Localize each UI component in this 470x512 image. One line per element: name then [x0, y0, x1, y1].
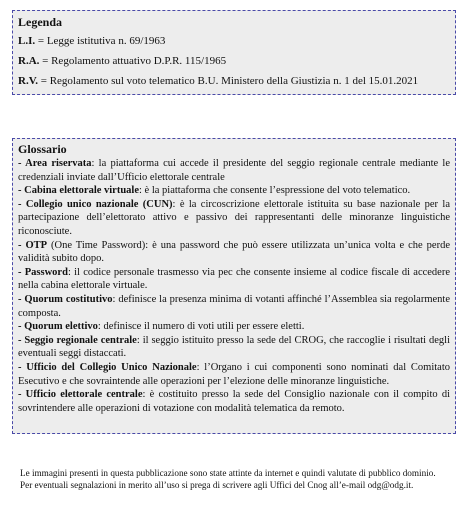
glossary-definition: : l’Organo i cui componenti sono nominati dal Comitato Esecutivo e che sovraintende alle operazioni per l’elezione delle minoranze linguistiche.	[18, 361, 450, 387]
legend-abbr: L.I.	[18, 35, 36, 47]
glossary-item-password	[18, 266, 450, 293]
glossary-item-quorum-elettivo	[18, 320, 450, 334]
glossary-item-seggio-regionale	[18, 334, 450, 361]
glossary-item-otp	[18, 239, 450, 266]
glossary-term: - Ufficio del Collegio Unico Nazionale	[18, 361, 197, 373]
glossary-term: - Ufficio elettorale centrale	[18, 389, 143, 401]
glossary-term: - Seggio regionale centrale	[18, 334, 137, 346]
glossary-item-ufficio-elettorale	[18, 388, 450, 415]
legend-title: Legenda	[18, 15, 63, 29]
glossary-title: Glossario	[18, 142, 67, 156]
legend-text: = Regolamento sul voto telematico B.U. Ministero della Giustizia n. 1 del 15.01.2021	[37, 75, 419, 87]
glossary-term: - Quorum elettivo	[18, 321, 98, 333]
footer-note	[20, 467, 460, 491]
legend-item-ra	[18, 54, 450, 68]
glossary-definition: : è la piattaforma che consente l’espressione del voto telematico.	[139, 185, 411, 197]
footer-line-contact: Per eventuali segnalazioni in merito all’uso si prega di scrivere agli Uffici del Cnog all’e-mail odg@odg.it.	[20, 480, 414, 490]
glossary-definition: : è costituito presso la sede del Consiglio nazionale con il compito di sovrintendere alle operazioni di votazione con modalità telematica da remoto.	[18, 389, 450, 414]
glossary-term: - Area riservata	[18, 158, 92, 169]
glossary-definition: : definisce la presenza minima di votanti affinché l’Assemblea sia regolarmente composta.	[18, 293, 450, 319]
glossary-definition: : il codice personale trasmesso via pec che consente insieme al codice fiscale di accedere nella cabina elettorale virtuale.	[18, 266, 451, 292]
glossary-box	[12, 138, 456, 434]
glossary-term: - OTP	[18, 239, 48, 251]
glossary-term: - Quorum costitutivo	[18, 293, 113, 305]
legend-text: = Legge istitutiva n. 69/1963	[35, 35, 166, 47]
glossary-definition: : il seggio istituito presso la sede del CROG, che raccoglie i risultati degli eventuali seggi distaccati.	[18, 334, 450, 360]
glossary-definition: : definisce il numero di voti utili per essere eletti.	[97, 321, 305, 333]
glossary-term: - Collegio unico nazionale (CUN)	[18, 198, 173, 210]
legend-item-li	[18, 34, 450, 48]
glossary-item-quorum-costitutivo	[18, 293, 450, 320]
glossary-item-cabina-elettorale	[18, 184, 450, 198]
legend-box	[12, 10, 456, 95]
legend-item-rv	[18, 74, 450, 88]
glossary-definition: : è la circoscrizione elettorale istituita su base nazionale per la partecipazione dell’elettorato attivo e passivo dei rappresentanti delle minoranze linguistiche riconosciute.	[18, 198, 450, 237]
glossary-item-cun	[18, 198, 450, 239]
legend-abbr: R.V.	[18, 75, 38, 87]
legend-abbr: R.A.	[18, 55, 40, 67]
legend-text: = Regolamento attuativo D.P.R. 115/1965	[39, 55, 227, 67]
glossary-term: - Password	[18, 266, 68, 278]
glossary-item-area-riservata	[18, 157, 450, 184]
glossary-item-ufficio-collegio	[18, 361, 450, 388]
footer-line-images: Le immagini presenti in questa pubblicazione sono state attinte da internet e quindi valutate di pubblico dominio.	[20, 468, 436, 478]
glossary-term: - Cabina elettorale virtuale	[18, 185, 140, 197]
glossary-definition: : la piattaforma cui accede il presidente del seggio regionale centrale mediante le credenziali inviate dall’Ufficio elettorale centrale	[18, 158, 450, 183]
glossary-definition: (One Time Password): è una password che può essere utilizzata un’unica volta e che perde validità subito dopo.	[18, 239, 450, 265]
